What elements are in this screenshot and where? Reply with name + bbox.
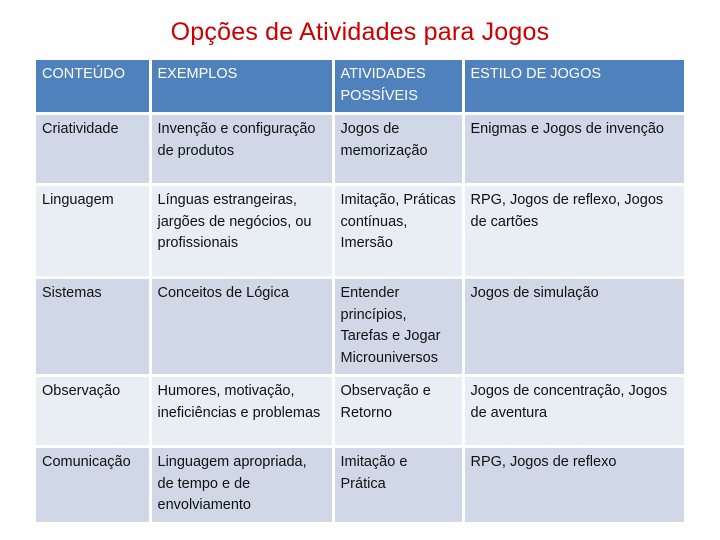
table-cell-game-style: Jogos de concentração, Jogos de aventura [463, 376, 684, 447]
table-cell-examples: Humores, motivação, ineficiências e problemas [150, 376, 333, 447]
table-cell-content: Criatividade [36, 114, 150, 185]
table-cell-activities: Jogos de memorização [333, 114, 463, 185]
table-cell-examples: Conceitos de Lógica [150, 278, 333, 376]
table-cell-content: Observação [36, 376, 150, 447]
table-row [36, 376, 684, 447]
slide-title: Opções de Atividades para Jogos [170, 18, 550, 46]
activities-table [36, 60, 684, 525]
table-row [36, 447, 684, 524]
table-cell-activities: Imitação e Prática [333, 447, 463, 524]
header-cell-examples: EXEMPLOS [150, 60, 333, 114]
table-cell-content: Sistemas [36, 278, 150, 376]
table-cell-examples: Invenção e configuração de produtos [150, 114, 333, 185]
table-row [36, 278, 684, 376]
table-cell-game-style: RPG, Jogos de reflexo, Jogos de cartões [463, 185, 684, 278]
table-row [36, 114, 684, 185]
table-cell-content: Linguagem [36, 185, 150, 278]
table-cell-activities: Observação e Retorno [333, 376, 463, 447]
table-cell-game-style: RPG, Jogos de reflexo [463, 447, 684, 524]
header-cell-game-style: ESTILO DE JOGOS [463, 60, 684, 114]
header-cell-activities: ATIVIDADES POSSÍVEIS [333, 60, 463, 114]
table-cell-game-style: Jogos de simulação [463, 278, 684, 376]
table-cell-content: Comunicação [36, 447, 150, 524]
table-cell-activities: Entender princípios, Tarefas e Jogar Microuniversos [333, 278, 463, 376]
table-cell-activities: Imitação, Práticas contínuas, Imersão [333, 185, 463, 278]
header-cell-content: CONTEÚDO [36, 60, 150, 114]
table-cell-game-style: Enigmas e Jogos de invenção [463, 114, 684, 185]
table-cell-examples: Linguagem apropriada, de tempo e de envolviamento [150, 447, 333, 524]
table-cell-examples: Línguas estrangeiras, jargões de negócios, ou profissionais [150, 185, 333, 278]
table-header-row [36, 60, 684, 114]
table-row [36, 185, 684, 278]
